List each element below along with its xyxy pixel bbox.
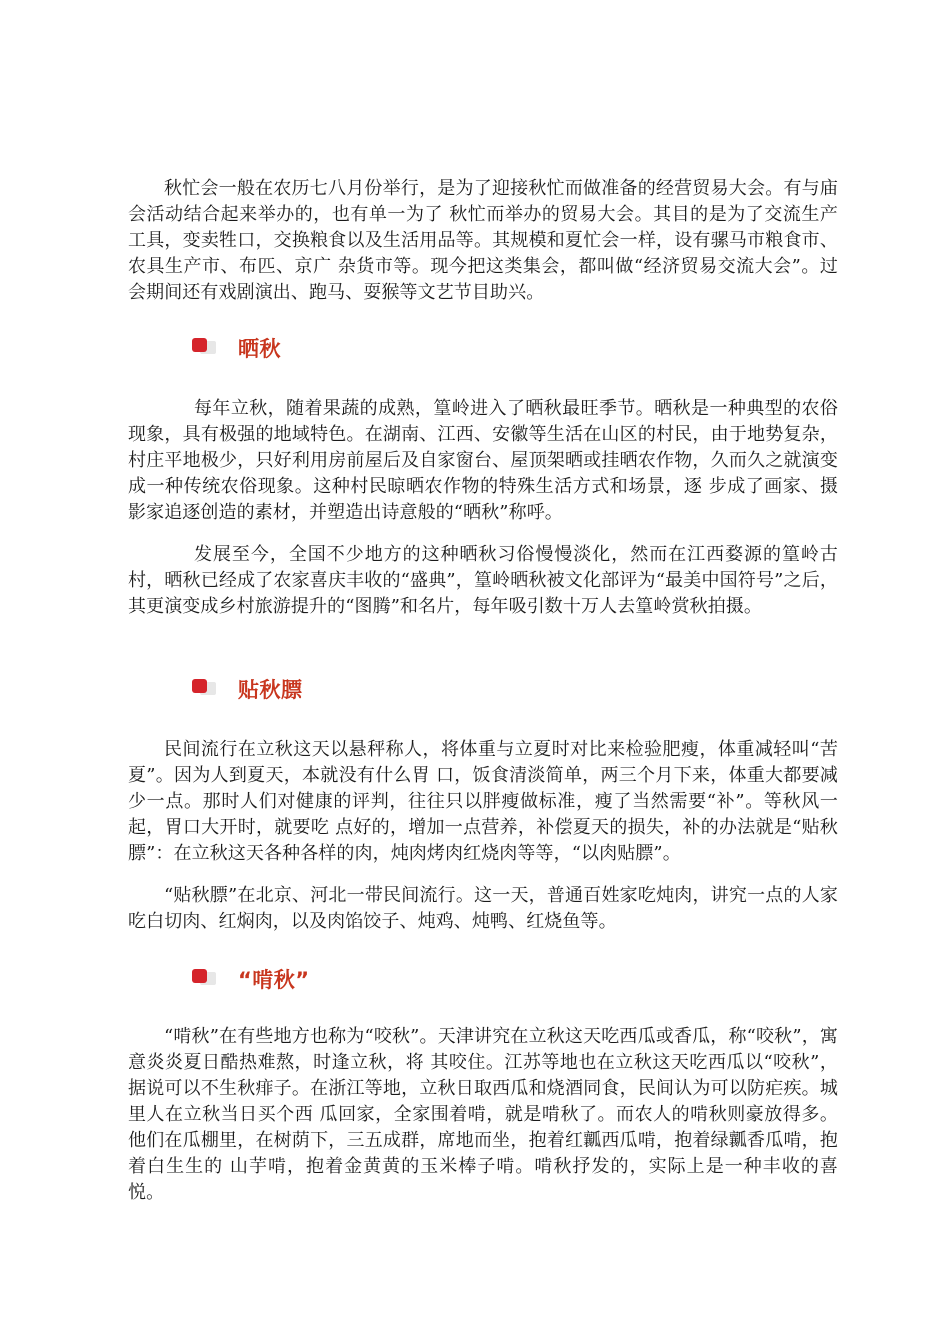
section-heading-kenqiu: [192, 964, 310, 994]
section-paragraph: 民间流行在立秋这天以悬秤称人，将体重与立夏时对比来检验肥瘦，体重减轻叫“苦夏”。因为人到夏天，本就没有什么胃 口，饭食清淡简单，两三个月下来，体重大都要减少一点。那时人们对健康的评判，往往只以胖瘦做标准，瘦了当然需要“补”。等秋风一起，胃口大开时，就要吃 点好的，增加一点营养，补偿夏天的损失，补的办法就是“贴秋膘”：在立秋这天各种各样的肉，炖肉烤肉红烧肉等等，“以肉贴膘”。: [128, 739, 838, 864]
heading-marker-icon: [192, 969, 218, 989]
section-title: “啃秋”: [238, 968, 310, 992]
section-paragraph: “啃秋”在有些地方也称为“咬秋”。天津讲究在立秋这天吃西瓜或香瓜，称“咬秋”，寓意炎炎夏日酷热难熬，时逢立秋，将 其咬住。江苏等地也在立秋这天吃西瓜以“咬秋”，据说可以不生秋痱子。在浙江等地，立秋日取西瓜和烧酒同食，民间认为可以防疟疾。城里人在立秋当日买个西 瓜回家，全家围着啃，就是啃秋了。而农人的啃秋则豪放得多。他们在瓜棚里，在树荫下，三五成群，席地而坐，抱着红瓤西瓜啃，抱着绿瓤香瓜啃，抱着白生生的 山芋啃，抱着金黄黄的玉米棒子啃。啃秋抒发的，实际上是一种丰收的喜悦。: [128, 1026, 838, 1203]
intro-paragraph: 秋忙会一般在农历七八月份举行，是为了迎接秋忙而做准备的经营贸易大会。有与庙会活动结合起来举办的，也有单一为了 秋忙而举办的贸易大会。其目的是为了交流生产工具，变卖牲口，交换粮食以及生活用品等。其规模和夏忙会一样，设有骡马市粮食市、农具生产市、布匹、京广 杂货市等。现今把这类集会，都叫做“经济贸易交流大会”。过会期间还有戏剧演出、跑马、耍猴等文艺节目助兴。: [128, 178, 838, 303]
heading-marker-icon: [192, 679, 218, 699]
section-paragraph: 发展至今，全国不少地方的这种晒秋习俗慢慢淡化，然而在江西婺源的篁岭古村，晒秋已经成了农家喜庆丰收的“盛典”，篁岭晒秋被文化部评为“最美中国符号”之后，其更演变成乡村旅游提升的“图腾”和名片，每年吸引数十万人去篁岭赏秋拍摄。: [128, 544, 838, 617]
section-heading-tieqiubiao: [192, 674, 303, 704]
section-paragraph: “贴秋膘”在北京、河北一带民间流行。这一天，普通百姓家吃炖肉，讲究一点的人家吃白切肉、红焖肉，以及肉馅饺子、炖鸡、炖鸭、红烧鱼等。: [128, 885, 838, 932]
section-heading-shaiqiu: [192, 333, 281, 363]
section-title: 晒秋: [238, 337, 281, 361]
section-paragraph: 每年立秋，随着果蔬的成熟，篁岭进入了晒秋最旺季节。晒秋是一种典型的农俗现象，具有极强的地域特色。在湖南、江西、安徽等生活在山区的村民，由于地势复杂，村庄平地极少，只好利用房前屋后及自家窗台、屋顶架晒或挂晒农作物，久而久之就演变成一种传统农俗现象。这种村民晾晒农作物的特殊生活方式和场景，逐 步成了画家、摄影家追逐创造的素材，并塑造出诗意般的“晒秋”称呼。: [128, 398, 838, 523]
heading-marker-icon: [192, 338, 218, 358]
section-title: 贴秋膘: [238, 678, 303, 702]
